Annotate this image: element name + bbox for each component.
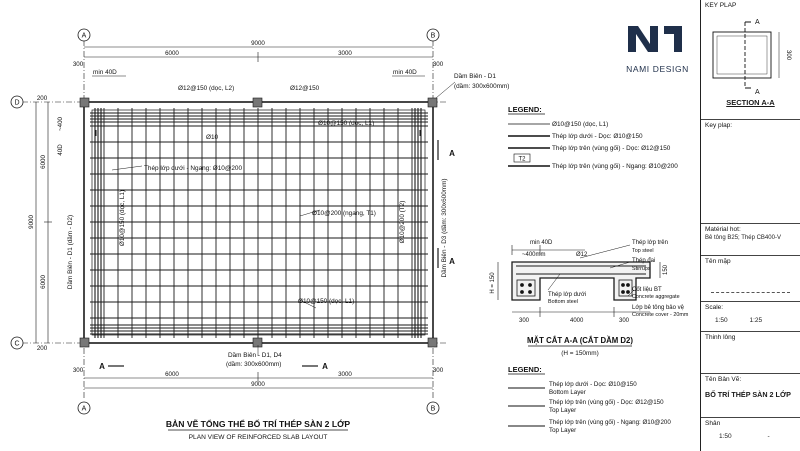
shan-dash: - (767, 433, 770, 440)
label-bottom-layer-h: Thép lớp dưới - Ngang: Ø10@200 (144, 165, 243, 172)
legend-bottom-item-2-en: Top Layer (549, 407, 577, 414)
section-aa-label: SECTION A-A (726, 98, 775, 107)
horizontal-rebar-grid (90, 126, 428, 318)
legend-top-item-3: Thép lớp trên (vùng gối) - Dọc: Ø12@150 (552, 145, 671, 152)
section-bottom-en: Bottom steel (548, 299, 578, 305)
dim-bottom-total: 9000 (251, 381, 265, 388)
dim-left-40d: 40D (57, 144, 64, 156)
axis-d-left: D (14, 99, 20, 107)
dim-top-right: 3000 (338, 50, 352, 57)
section-cover-en: Concrete cover - 20mm (632, 312, 689, 318)
vertical-rebar-grid (104, 108, 412, 338)
brand-name: NAMI DESIGN (626, 64, 689, 74)
legend-top-item-2: Thép lớp dưới - Dọc: Ø10@150 (552, 133, 643, 140)
section-mark-right-top: A (449, 149, 455, 158)
section-cover-vn: Lớp bê tông bảo vệ (632, 305, 684, 311)
material-label: Matérial hot: (705, 226, 741, 233)
label-phi10-200-center: Ø10@200 (ngang, T1) (312, 210, 376, 217)
ten-map-line (711, 292, 790, 293)
key-plan-a-bottom: A (755, 89, 760, 96)
scale-cell (701, 302, 800, 332)
dim-bottom-right: 3000 (338, 371, 352, 378)
scale-label: Scale: (705, 304, 724, 311)
key-plan-diagram (705, 10, 795, 105)
ten-map-cell (701, 256, 800, 302)
section-dim400: ~400mm (522, 252, 546, 258)
dim-left-400: ~400 (57, 117, 64, 131)
legend-top-title: LEGEND: (508, 105, 542, 114)
thinh-long-cell (701, 332, 800, 374)
axis-b-top: B (430, 32, 436, 40)
axis-c-left: C (14, 340, 20, 348)
legend-bottom-title: LEGEND: (508, 365, 542, 374)
label-beam-bottom: Dầm Biên - D1, D4 (228, 352, 282, 359)
label-phi10: Ø10 (206, 134, 219, 141)
dim-bottom-left: 6000 (165, 371, 179, 378)
key-plan-a-top: A (755, 19, 760, 26)
key-plan2-label: Key plap: (705, 122, 733, 129)
title-block (700, 0, 800, 451)
scale-1: 1:50 (715, 317, 728, 324)
section-d300-right: 300 (619, 318, 630, 324)
section-d300-left: 300 (519, 318, 530, 324)
section-d4000: 4000 (570, 318, 584, 324)
label-phi10-150-top: Ø10@150 (dọc, L1) (318, 120, 375, 127)
brand-logo (615, 20, 700, 80)
axis-a-bottom: A (81, 405, 87, 413)
label-phi10-150-bottom: Ø10@150 (dọc, L1) (298, 298, 355, 305)
label-min40d-right: min 40D (393, 69, 417, 76)
dim-bottom-300b: 300 (432, 367, 444, 374)
axis-a-top: A (81, 32, 87, 40)
dim-top-300a: 300 (72, 61, 84, 68)
section-mark-right-bottom: A (449, 257, 455, 266)
legend-bottom-item-1-en: Bottom Layer (549, 389, 586, 396)
section-phi12: Ø12 (576, 252, 588, 258)
legend-top (508, 105, 678, 170)
section-top-steel-vn: Thép lớp trên (632, 240, 668, 246)
shan-label: Shân (705, 420, 721, 427)
label-phi10-200-right-v: Ø10@200 (T2) (399, 200, 406, 244)
label-top-bar-left: Ø12@150 (dọc, L2) (178, 85, 235, 92)
key-plan-300: 300 (785, 49, 791, 61)
label-beam-bottom-size: (dầm: 300x600mm) (226, 361, 282, 368)
material-value: Bê tông B25; Thép CB400-V (705, 235, 781, 241)
section-mark-bottom-right: A (322, 362, 328, 371)
key-plan-label: KEY PLAP (705, 2, 737, 9)
section-min40d: min 40D (530, 240, 553, 246)
legend-bottom-item-3-en: Top Layer (549, 427, 577, 434)
dim-top-300b: 300 (432, 61, 444, 68)
dim-top-left: 6000 (165, 50, 179, 57)
section-subtitle: (H = 150mm) (561, 350, 599, 357)
dim-left-200b: 200 (36, 345, 48, 352)
section-agg-vn: Cốt liệu BT (632, 287, 662, 293)
scale-values (705, 317, 796, 324)
shan-value: 1:50 (719, 433, 732, 440)
axis-b-bottom: B (430, 405, 436, 413)
ten-ban-ve-label: Tên Bản Vẽ: (705, 376, 742, 383)
label-min40d-left: min 40D (93, 69, 117, 76)
dim-top-total: 9000 (251, 40, 265, 47)
legend-bottom (508, 365, 671, 434)
legend-bottom-item-1-vn: Thép lớp dưới - Dọc: Ø10@150 (549, 381, 637, 388)
section-agg-en: Concrete aggregate (632, 294, 680, 300)
dim-left-bottom: 6000 (40, 275, 47, 289)
legend-bottom-item-3-vn: Thép lớp trên (vùng gối) - Ngang: Ø10@200 (549, 419, 671, 426)
legend-top-tag: T2 (518, 156, 526, 163)
legend-top-item-1: Ø10@150 (dọc, L1) (552, 121, 609, 128)
plan-title-vn: BẢN VẼ TỔNG THỂ BỐ TRÍ THÉP SÀN 2 LỚP (165, 419, 351, 429)
shan-values (705, 433, 796, 440)
thinh-long-label: Thinh lông (705, 334, 736, 341)
section-top-steel-en: Top steel (632, 248, 654, 254)
ten-map-label: Tên mặp (705, 258, 731, 265)
drawing-name: BỐ TRÍ THÉP SÀN 2 LỚP (705, 390, 791, 399)
section-mark-bottom-left: A (99, 362, 105, 371)
label-top-bar-right: Ø12@150 (290, 85, 320, 92)
dim-left-top: 6000 (40, 155, 47, 169)
label-phi10-150-left-v: Ø10@150 (dọc, L1) (119, 189, 126, 247)
section-stirrups-en: Stirrups (632, 266, 651, 272)
material-cell (701, 224, 800, 256)
key-plan-cell (701, 0, 800, 120)
section-h: H = 150 (490, 272, 496, 294)
legend-bottom-item-2-vn: Thép lớp trên (vùng gối) - Dọc: Ø12@150 (549, 399, 664, 406)
plan-title-en: PLAN VIEW OF REINFORCED SLAB LAYOUT (188, 434, 328, 441)
dim-bottom-300a: 300 (72, 367, 84, 374)
drawing-name-cell (701, 374, 800, 418)
label-beam-top-size: (dầm: 300x600mm) (454, 83, 510, 90)
section-title: MẶT CẮT A-A (CẮT DẦM D2) (527, 336, 633, 345)
section-bottom-vn: Thép lớp dưới (548, 292, 587, 298)
shan-cell (701, 418, 800, 451)
plan-view (22, 40, 455, 400)
scale-2: 1:25 (749, 317, 763, 324)
legend-top-item-4: Thép lớp trên (vùng gối) - Ngang: Ø10@200 (552, 163, 678, 170)
section-stirrups-vn: Thép đai (632, 258, 656, 264)
key-plan2-cell (701, 120, 800, 224)
dim-left-200a: 200 (36, 95, 48, 102)
section-d150: 150 (663, 264, 669, 276)
edge-rebars (90, 108, 428, 338)
label-beam-right: Dầm Biên - D3 (dầm: 300x600mm) (441, 178, 448, 278)
label-beam-left: Dầm Biên - D1 (dầm - D2) (67, 214, 74, 290)
dim-left-total: 9000 (28, 215, 35, 229)
label-beam-top: Dầm Biên - D1 (454, 73, 496, 80)
